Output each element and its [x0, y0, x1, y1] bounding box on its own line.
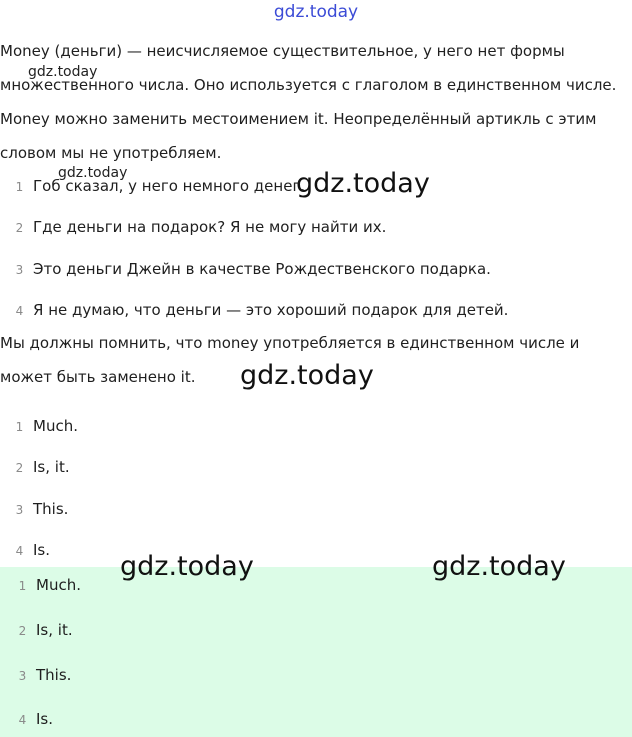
item-number: 2 — [15, 221, 24, 235]
item-number: 2 — [18, 624, 27, 638]
answer-item — [3, 620, 73, 641]
watermark-large: gdz.today — [240, 360, 374, 391]
item-text: Is. — [36, 710, 54, 728]
item-number: 1 — [15, 420, 24, 434]
answer-highlight-panel — [0, 567, 632, 737]
watermark-large: gdz.today — [120, 551, 254, 582]
item-text: Это деньги Джейн в качестве Рождественского подарка. — [33, 260, 491, 278]
item-text: This. — [33, 500, 69, 518]
item-text: Much. — [33, 417, 78, 435]
item-text: This. — [36, 666, 72, 684]
watermark-large: gdz.today — [432, 551, 566, 582]
watermark-large: gdz.today — [296, 168, 430, 199]
watermark-top: gdz.today — [273, 2, 359, 22]
item-text: Is, it. — [36, 621, 73, 639]
item-text: Где деньги на подарок? Я не могу найти их. — [33, 218, 387, 236]
item-number: 2 — [15, 461, 24, 475]
watermark-small: gdz.today — [28, 64, 98, 80]
answer-item — [3, 709, 53, 730]
item-number: 4 — [15, 544, 24, 558]
item-number: 4 — [18, 713, 27, 727]
answer-item — [3, 665, 71, 686]
item-text: Is. — [33, 541, 51, 559]
list-item — [0, 217, 386, 238]
list-item — [0, 540, 50, 561]
watermark-small: gdz.today — [58, 165, 128, 181]
item-number: 4 — [15, 304, 24, 318]
item-number: 1 — [15, 180, 24, 194]
answer-item — [3, 575, 81, 596]
intro-paragraph: Money (деньги) — неисчисляемое существительное, у него нет формы множественного числа. Оно используется с глаголом в единственном числе. Money можно заменить местоимением it. Неопределённый артикль с этим словом мы не употребляем. — [0, 42, 617, 162]
item-number: 3 — [15, 263, 24, 277]
item-text: Я не думаю, что деньги — это хороший подарок для детей. — [33, 301, 509, 319]
list-item — [0, 499, 68, 520]
list-item — [0, 300, 508, 321]
item-text: Much. — [36, 576, 81, 594]
item-text: Is, it. — [33, 458, 70, 476]
item-text: Гоб сказал, у него немного денег. — [33, 177, 306, 195]
list-item — [0, 259, 491, 280]
item-number: 1 — [18, 579, 27, 593]
item-number: 3 — [18, 669, 27, 683]
item-number: 3 — [15, 503, 24, 517]
list-item — [0, 176, 305, 197]
note-paragraph: Мы должны помнить, что money употребляется в единственном числе и может быть заменено it. — [0, 334, 580, 386]
list-item — [0, 416, 78, 437]
list-item — [0, 457, 70, 478]
